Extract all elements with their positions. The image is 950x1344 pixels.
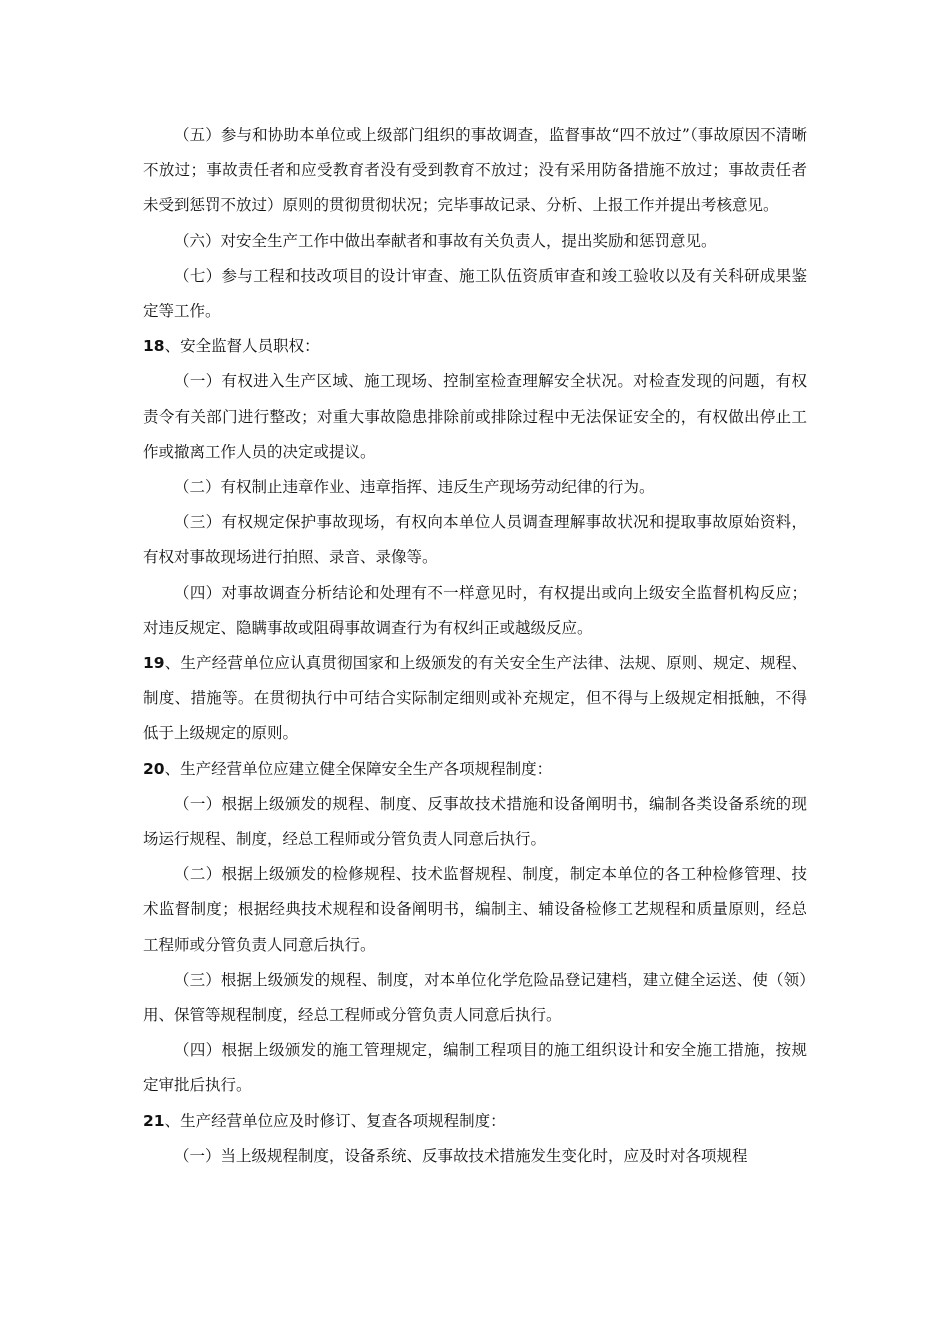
- section-heading-20: [143, 752, 807, 787]
- section-number: 18: [143, 337, 165, 356]
- paragraph-item-2: （二）有权制止违章作业、违章指挥、违反生产现场劳动纪律的行为。: [174, 478, 655, 497]
- section-text: 、生产经营单位应及时修订、复查各项规程制度：: [164, 1111, 506, 1130]
- paragraph-item-4: （四）对事故调查分析结论和处理有不一样意见时，有权提出或向上级安全监督机构反应；对违反规定、隐瞒事故或阻碍事故调查行为有权纠正或越级反应。: [143, 583, 807, 637]
- section-text: 、生产经营单位应建立健全保障安全生产各项规程制度：: [164, 759, 553, 778]
- section-number: 19: [143, 654, 165, 673]
- paragraph-item-1: （一）根据上级颁发的规程、制度、反事故技术措施和设备阐明书，编制各类设备系统的现场运行规程、制度，经总工程师或分管负责人同意后执行。: [143, 794, 807, 849]
- paragraph-item-3: （三）有权规定保护事故现场，有权向本单位人员调查理解事故状况和提取事故原始资料，有权对事故现场进行拍照、录音、录像等。: [143, 513, 807, 567]
- paragraph-item-6: （六）对安全生产工作中做出奉献者和事故有关负责人，提出奖励和惩罚意见。: [174, 231, 717, 250]
- section-heading-19: [143, 646, 807, 752]
- section-heading-21: [143, 1104, 807, 1139]
- paragraph-item-5: （五）参与和协助本单位或上级部门组织的事故调查，监督事故“四不放过”（事故原因不清晰不放过；事故责任者和应受教育者没有受到教育不放过；没有采用防备措施不放过；事故责任者未受到惩罚不放过）原则的贯彻贯彻状况；完毕事故记录、分析、上报工作并提出考核意见。: [143, 126, 807, 215]
- paragraph-item-7: （七）参与工程和技改项目的设计审查、施工队伍资质审查和竣工验收以及有关科研成果鉴定等工作。: [143, 266, 807, 321]
- section-heading-18: [143, 329, 807, 364]
- section-number: 21: [143, 1111, 165, 1130]
- section-text: 、安全监督人员职权：: [164, 337, 320, 356]
- paragraph-item-2: （二）根据上级颁发的检修规程、技术监督规程、制度，制定本单位的各工种检修管理、技术监督制度；根据经典技术规程和设备阐明书，编制主、辅设备检修工艺规程和质量原则，经总工程师或分管负责人同意后执行。: [143, 865, 807, 954]
- section-number: 20: [143, 759, 165, 778]
- paragraph-item-3: （三）根据上级颁发的规程、制度，对本单位化学危险品登记建档，建立健全运送、使（领）用、保管等规程制度，经总工程师或分管负责人同意后执行。: [143, 970, 807, 1025]
- paragraph-item-1: （一）当上级规程制度，设备系统、反事故技术措施发生变化时，应及时对各项规程: [174, 1146, 748, 1165]
- paragraph-item-1: （一）有权进入生产区域、施工现场、控制室检查理解安全状况。对检查发现的问题，有权责令有关部门进行整改；对重大事故隐患排除前或排除过程中无法保证安全的，有权做出停止工作或撤离工作人员的决定或提议。: [143, 372, 807, 461]
- section-text: 、生产经营单位应认真贯彻国家和上级颁发的有关安全生产法律、法规、原则、规定、规程、制度、措施等。在贯彻执行中可结合实际制定细则或补充规定，但不得与上级规定相抵触，不得低于上级规定的原则。: [143, 654, 807, 743]
- paragraph-item-4: （四）根据上级颁发的施工管理规定，编制工程项目的施工组织设计和安全施工措施，按规定审批后执行。: [143, 1041, 807, 1095]
- document-page: [143, 118, 807, 1174]
